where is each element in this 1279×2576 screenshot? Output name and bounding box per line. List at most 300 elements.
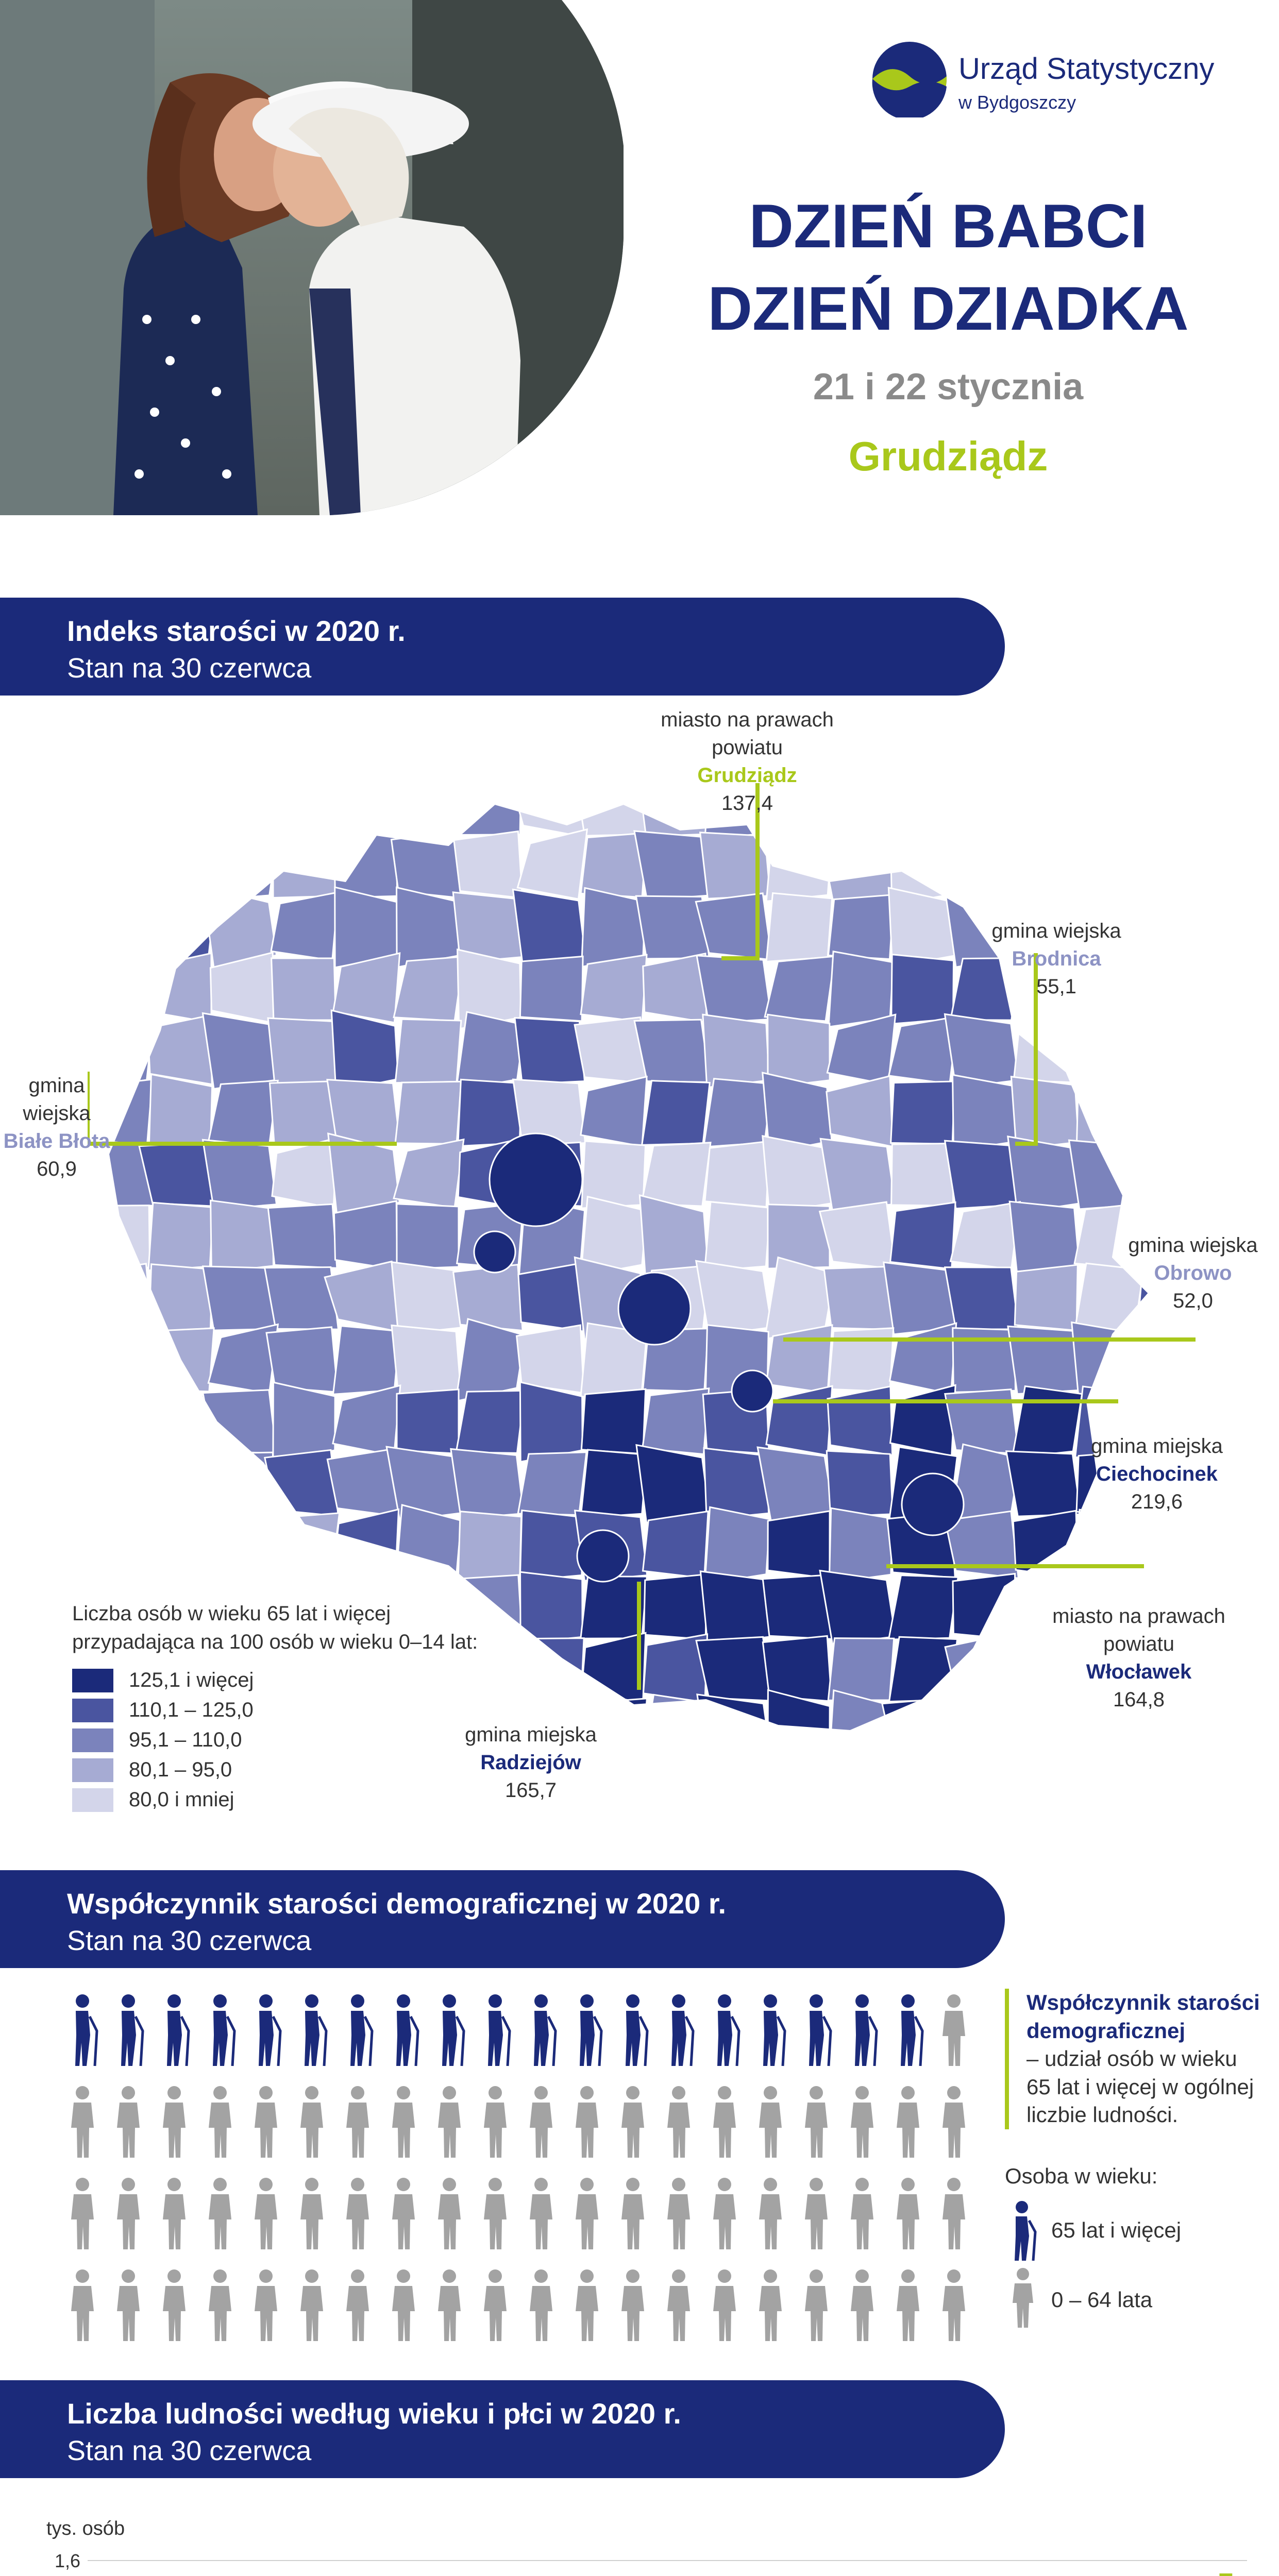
map-municipality [641,1694,711,1767]
map-municipality [1132,1325,1196,1396]
map-municipality [203,768,277,837]
map-municipality [456,1012,525,1090]
person-icon [71,2086,94,2158]
map-municipality [520,1382,582,1462]
legend-item [72,1755,484,1785]
callout-ciechocinek [1072,1432,1242,1516]
map-municipality [397,1204,459,1269]
map-municipality [819,832,896,899]
section-header-aging-coefficient [0,1870,1005,1968]
map-municipality [88,826,150,905]
elderly-person-icon [213,1994,234,2066]
person-icon [897,2178,919,2249]
map-municipality [765,956,835,1021]
map-municipality [456,1391,525,1453]
map-municipality [1137,1140,1196,1209]
elderly-person-icon [763,1994,785,2066]
person-icon [576,2086,598,2158]
person-icon [897,2086,919,2158]
map-municipality [88,772,149,835]
map-municipality [519,1638,584,1701]
person-icon [576,2269,598,2341]
legend-swatch [72,1788,113,1812]
person-icon [255,2178,277,2249]
person-icon [805,2086,828,2158]
person-icon [346,2269,369,2341]
person-icon [943,2269,965,2341]
map-municipality [334,764,398,843]
map-municipality [891,1081,955,1144]
map-municipality [828,1386,893,1455]
elderly-person-icon [901,1994,922,2066]
map-city [732,1370,773,1412]
map-municipality [272,1138,336,1209]
map-municipality [768,1690,830,1772]
map-municipality [1138,1082,1196,1144]
map-municipality [270,1081,336,1144]
map-municipality [395,1505,461,1586]
callout-value: 219,6 [1131,1490,1183,1513]
person-icon [438,2269,461,2341]
legend-swatch [72,1669,113,1692]
person-icon [576,2178,598,2249]
map-municipality [1014,1019,1079,1082]
person-icon [163,2269,186,2341]
elderly-person-icon [121,1994,143,2066]
map-municipality [271,892,339,960]
map-municipality [945,1389,1019,1454]
map-legend [72,1600,484,1815]
map-municipality [211,1452,274,1515]
map-municipality [271,1513,340,1578]
elderly-person-icon [1007,2200,1038,2262]
key-young-label: 0 – 64 lata [1051,2287,1153,2312]
callout-type: gmina miejska [1091,1435,1223,1458]
person-icon [71,2269,94,2341]
map-municipality [950,1698,1020,1765]
map-municipality [828,895,894,959]
map-municipality [1136,957,1196,1021]
legend-title: Liczba osób w wieku 65 lat i więcej przypadająca na 100 osób w wieku 0–14 lat: [72,1602,478,1654]
map-municipality [945,1141,1019,1209]
map-municipality [829,1508,892,1583]
map-municipality [334,834,397,898]
map-municipality [758,1761,833,1793]
map-municipality [1015,827,1078,904]
map-municipality [1132,1015,1196,1084]
legend-item [72,1696,484,1725]
map-municipality [945,1267,1019,1329]
legend-label: 80,1 – 95,0 [129,1758,232,1782]
person-icon [759,2086,782,2158]
section-header-old-age-index [0,598,1005,696]
map-municipality [147,833,212,898]
map-municipality [644,1757,706,1793]
map-municipality [820,1202,896,1269]
elderly-person-icon [488,1994,510,2066]
elderly-person-icon [626,1994,647,2066]
map-municipality [334,1201,397,1269]
map-city [902,1473,964,1535]
map-municipality [766,1325,832,1393]
map-municipality [636,1445,709,1523]
person-icon [255,2269,277,2341]
map-municipality [758,1447,834,1520]
map-municipality [890,770,956,838]
person-icon [255,2086,277,2158]
person-icon [851,2086,873,2158]
person-icon [897,2269,919,2341]
callout-name: Grudziądz [697,764,797,787]
callout-value: 55,1 [1036,975,1076,998]
callout-obrowo [1108,1231,1278,1315]
map-municipality [643,1388,709,1454]
map-municipality [453,1265,523,1331]
map-municipality [891,1755,954,1793]
map-municipality [458,1079,522,1146]
map-municipality [697,956,771,1023]
map-municipality [147,1449,215,1517]
person-icon [759,2178,782,2249]
map-municipality [148,1015,212,1084]
map-municipality [203,1512,277,1578]
callout-type: gmina wiejska [1128,1234,1258,1257]
person-icon [805,2269,828,2341]
map-municipality [766,1386,832,1455]
map-municipality [1076,1510,1140,1582]
callout-type: gmina wiejska [991,920,1121,942]
person-icon [943,2086,965,2158]
person-icon [943,1994,965,2066]
section-subtitle: Stan na 30 czerwca [67,2435,312,2466]
legend-swatch [72,1699,113,1722]
logo-us-bydgoszcz [871,31,1215,139]
bar-women [1219,2573,1232,2576]
map-municipality [827,1076,893,1147]
person-icon [438,2178,461,2249]
city-name: Grudziądz [848,433,1048,479]
map-municipality [1072,1017,1141,1085]
map-municipality [397,1389,459,1454]
chart-ylabel: tys. osób [46,2518,125,2539]
legend-swatch [72,1758,113,1782]
map-municipality [1074,830,1143,902]
person-icon [805,2178,828,2249]
logo-mark-icon [871,40,948,117]
callout-name: Obrowo [1154,1262,1232,1284]
map-municipality [1006,1451,1081,1516]
person-icon [300,2178,323,2249]
callout-value: 165,7 [504,1779,557,1802]
callout-type: miasto na prawach powiatu [1052,1605,1225,1655]
map-municipality [397,888,459,968]
map-municipality [392,1325,461,1395]
map-municipality [950,1202,1020,1269]
person-icon [484,2178,507,2249]
pictogram-aging-coefficient [62,1989,979,2360]
map-municipality [333,1326,400,1395]
map-municipality [395,1081,461,1144]
section-title: Indeks starości w 2020 r. [67,615,406,647]
map-municipality [945,768,1019,837]
map-municipality [827,1451,893,1517]
map-municipality [271,768,335,839]
map-municipality [268,1018,337,1084]
logo-subtitle: w Bydgoszczy [958,92,1076,113]
elderly-person-icon [534,1994,556,2066]
elderly-person-icon [350,1994,372,2066]
callout-wloclawek [1031,1602,1247,1714]
person-icon [667,2086,690,2158]
map-municipality [395,1019,461,1083]
map-municipality [144,772,213,836]
person-icon [667,2269,690,2341]
map-municipality [209,831,278,900]
section-title: Współczynnik starości demograficznej w 2020 r. [67,1887,727,1920]
elderly-person-icon [809,1994,831,2066]
callout-type: gmina wiejska [23,1074,91,1125]
map-municipality [705,1141,770,1207]
map-municipality [952,830,1015,899]
map-municipality [820,1139,895,1210]
map-municipality [513,890,585,965]
elderly-person-icon [167,1994,189,2066]
map-municipality [1013,772,1081,835]
map-municipality [581,955,647,1022]
map-municipality [208,1080,278,1144]
map-municipality [644,1574,706,1639]
map-municipality [634,831,710,900]
map-municipality [518,1263,583,1331]
legend-label: 125,1 i więcej [129,1669,254,1692]
map-municipality [88,892,151,960]
person-icon [943,2178,965,2249]
legend-swatch [72,1728,113,1752]
person-icon [1007,2267,1038,2329]
map-municipality [1069,1140,1142,1209]
legend-label: 95,1 – 110,0 [129,1728,242,1752]
map-municipality [888,1575,958,1640]
person-icon [438,2086,461,2158]
person-icon [209,2178,231,2249]
map-municipality [1010,1756,1079,1793]
map-municipality [704,1202,770,1271]
callout-name: Włocławek [1086,1660,1192,1683]
callout-value: 52,0 [1173,1290,1213,1312]
section-subtitle: Stan na 30 czerwca [67,1925,312,1956]
section-title: Liczba ludności według wieku i płci w 2020 r. [67,2397,681,2430]
legend-item [72,1785,484,1815]
map-municipality [515,1018,584,1084]
definition-title: Współczynnik starości demograficznej [1026,1990,1260,2043]
legend-label: 80,0 i mniej [129,1788,234,1811]
person-icon [392,2269,415,2341]
elderly-person-icon [305,1994,326,2066]
key-title: Osoba w wieku: [1005,2164,1158,2188]
elderly-person-icon [855,1994,877,2066]
elderly-person-icon [75,1994,97,2066]
map-municipality [203,1140,277,1210]
map-municipality [458,1512,521,1580]
legend-item [72,1666,484,1696]
map-municipality [1132,832,1196,897]
map-municipality [581,1077,647,1146]
person-icon [667,2178,690,2249]
section-header-population-by-age [0,2380,1005,2478]
map-municipality [456,1319,525,1401]
map-municipality [147,890,215,965]
aging-coefficient-definition [1005,1989,1263,2129]
callout-biale-blota [0,1072,113,1183]
map-municipality [451,1449,524,1518]
map-municipality [88,953,153,1022]
page-title-line2: DZIEŃ DZIADKA [708,274,1189,343]
person-icon [713,2269,736,2341]
person-icon [117,2269,140,2341]
callout-name: Ciechocinek [1096,1463,1218,1485]
map-municipality [517,829,587,899]
map-municipality [203,1013,276,1089]
map-municipality [703,1079,771,1147]
callout-value: 137,4 [721,792,773,815]
map-city [577,1530,629,1582]
map-municipality [766,893,832,962]
map-municipality [273,1382,335,1462]
person-icon [621,2086,644,2158]
map-municipality [1076,1076,1139,1150]
person-icon [484,2269,507,2341]
map-municipality [700,1571,770,1643]
person-icon [530,2269,552,2341]
person-icon [759,2269,782,2341]
callout-name: Brodnica [1012,947,1101,970]
map-municipality [211,1200,274,1273]
map-municipality [88,1326,153,1395]
population-age-sex-bar-chart [31,2514,1278,2576]
definition-text: – udział osób w wieku 65 lat i więcej w ogólnej liczbie ludności. [1026,2046,1254,2127]
map-municipality [827,1758,896,1793]
map-municipality [266,1327,338,1392]
map-municipality [697,1694,771,1768]
person-icon [209,2086,231,2158]
map-municipality [763,1575,832,1639]
map-municipality [1136,896,1196,958]
person-icon [392,2086,415,2158]
map-municipality [890,1202,955,1269]
map-municipality [953,1075,1016,1150]
map-municipality [581,1450,647,1518]
map-municipality [1138,765,1196,842]
map-municipality [703,1014,769,1087]
map-municipality [392,1262,461,1335]
person-icon [621,2178,644,2249]
map-municipality [1008,1326,1080,1394]
key-old-label: 65 lat i więcej [1051,2218,1182,2242]
person-icon [392,2178,415,2249]
person-icon [117,2178,140,2249]
map-municipality [703,1753,769,1793]
map-municipality [634,1020,710,1082]
map-municipality [394,1140,464,1208]
map-municipality [88,1383,151,1461]
elderly-person-icon [717,1994,739,2066]
callout-type: gmina miejska [465,1723,597,1746]
map-city [474,1231,515,1273]
map-municipality [1073,1756,1140,1793]
map-municipality [520,1511,583,1581]
map-municipality [268,1204,337,1268]
callout-name: Radziejów [480,1751,581,1774]
person-icon [530,2086,552,2158]
elderly-person-icon [259,1994,280,2066]
person-icon [851,2178,873,2249]
person-icon [713,2178,736,2249]
elderly-person-icon [671,1994,693,2066]
map-municipality [273,834,335,898]
map-municipality [768,1511,830,1579]
header-photo-grandmother-granddaughter [0,0,624,515]
map-municipality [520,956,583,1021]
map-municipality [1076,771,1140,837]
map-municipality [820,1571,896,1645]
logo-title: Urząd Statystyczny [958,52,1215,86]
elderly-person-icon [442,1994,464,2066]
callout-grudziadz [644,706,850,817]
person-icon [346,2178,369,2249]
map-municipality [582,888,646,967]
map-municipality [148,1202,213,1270]
person-icon [71,2178,94,2249]
person-icon [851,2269,873,2341]
map-municipality [333,1385,400,1455]
map-municipality [696,1637,771,1701]
person-icon [163,2178,186,2249]
page-title-line1: DZIEŃ BABCI [749,192,1148,261]
elderly-person-icon [396,1994,418,2066]
callout-type: miasto na prawach powiatu [661,708,834,759]
callout-brodnica [969,917,1144,1001]
map-municipality [88,1513,149,1579]
person-icon [163,2086,186,2158]
map-municipality [511,767,586,837]
map-municipality [518,1452,586,1515]
person-icon [713,2086,736,2158]
map-municipality [148,1511,214,1579]
callout-name: Białe Błota [3,1130,110,1153]
legend-item [72,1725,484,1755]
elderly-person-icon [580,1994,601,2066]
map-municipality [642,1143,711,1206]
map-municipality [643,1511,708,1578]
callout-value: 60,9 [37,1158,77,1180]
map-municipality [334,1510,399,1579]
person-icon [530,2178,552,2249]
map-municipality [149,1264,212,1332]
person-icon [621,2269,644,2341]
callout-value: 164,8 [1113,1688,1165,1711]
map-municipality [824,1266,894,1329]
map-city [618,1273,691,1345]
map-municipality [458,772,521,835]
section-subtitle: Stan na 30 czerwca [67,653,312,684]
person-icon [300,2269,323,2341]
map-municipality [391,771,461,836]
map-municipality [454,832,523,899]
person-icon [346,2086,369,2158]
person-icon [300,2086,323,2158]
chart-ytick-label: 1,6 [54,2550,80,2571]
person-icon [209,2269,231,2341]
